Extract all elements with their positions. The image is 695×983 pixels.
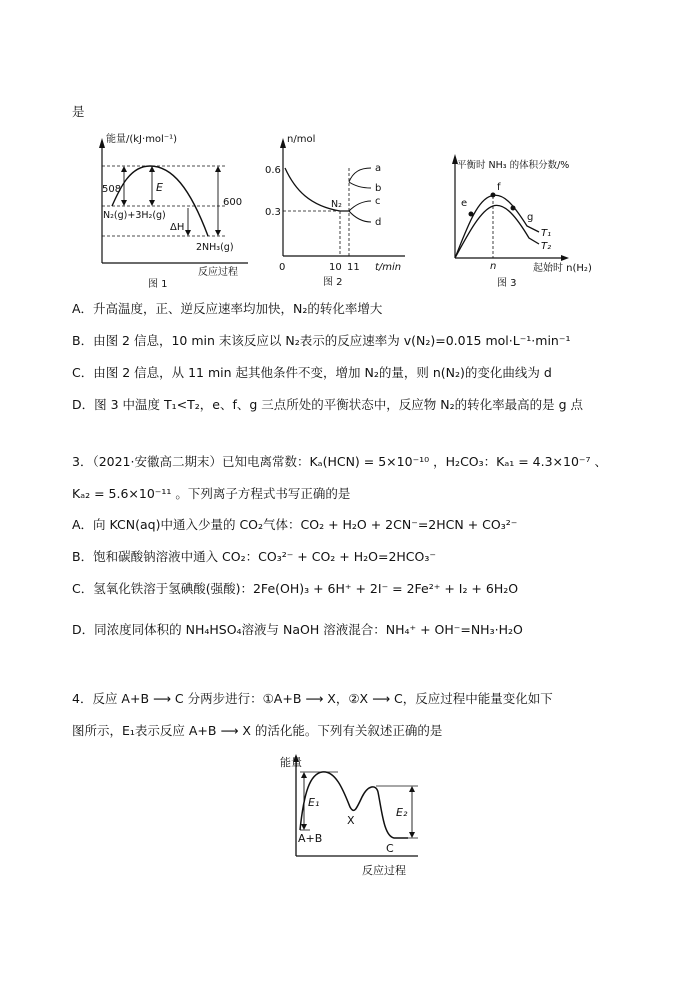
fig3-label-t1: T₁ [541,228,552,239]
fig3-label-f: f [497,182,501,193]
fig2-y03: 0.3 [265,207,281,218]
fig1-dH-label: ΔH [170,222,185,233]
fig3-curve-t1 [455,195,539,258]
q2-option-a: A．升高温度，正、逆反应速率均加快，N₂的转化率增大 [72,301,383,316]
fig1-y-label: 能量/(kJ·mol⁻¹) [106,134,178,145]
fig2-curve-d [349,211,371,222]
q4-stem-line2: 图所示，E₁表示反应 A+B ⟶ X 的活化能。下列有关叙述正确的是 [72,723,443,738]
fig3-x-label: 起始时 n(H₂) [533,263,592,274]
fig3-x-tick-n: n [490,261,497,272]
fig2-curve-b-label: b [375,183,382,194]
fig2-y-label: n/mol [287,134,316,145]
fig1-y-arrow [99,138,105,148]
fig2-curve-b [349,182,371,188]
q3-stem-line1: 3．（2021·安徽高二期末）已知电离常数：Kₐ(HCN) = 5×10⁻¹⁰ ，H₂CO₃：Kₐ₁ = 4.3×10⁻⁷ 、 [72,454,608,469]
fig3-caption: 图 3 [497,278,517,289]
q2-option-d: D．图 3 中温度 T₁<T₂，e、f、g 三点所处的平衡状态中，反应物 N₂的转化率最高的是 g 点 [72,397,583,412]
fig3-point-g [511,206,516,211]
fig2-x11: 11 [347,262,360,273]
fig3-point-f [491,193,496,198]
fig1-x-label: 反应过程 [198,267,238,278]
fig2-curve-c-label: c [375,196,381,207]
fig4-AB-label: A+B [298,832,323,845]
fig2-n2-label: N₂ [331,199,342,210]
fig4-X-label: X [347,814,355,827]
fig2-x10: 10 [329,262,342,273]
q2-option-b: B．由图 2 信息，10 min 末该反应以 N₂表示的反应速率为 v(N₂)=0.015 mol·L⁻¹·min⁻¹ [72,333,571,348]
fig4-x-label: 反应过程 [362,864,406,877]
fig1-product-label: 2NH₃(g) [196,242,234,253]
q3-option-d: D．同浓度同体积的 NH₄HSO₄溶液与 NaOH 溶液混合：NH₄⁺ + OH⁻=NH₃·H₂O [72,622,523,637]
figure-1-energy-diagram [90,128,255,288]
q3-option-b: B．饱和碳酸钠溶液中通入 CO₂：CO₃²⁻ + CO₂ + H₂O=2HCO₃⁻ [72,549,436,564]
fig2-curve-d-label: d [375,217,382,228]
fig2-curve-a-label: a [375,163,382,174]
fig3-point-e [469,212,474,217]
figure-4-two-step-energy [278,752,428,882]
fig1-reactants-label: N₂(g)+3H₂(g) [103,210,166,221]
figure-3-volume-fraction [443,148,615,290]
q2-option-c: C．由图 2 信息，从 11 min 起其他条件不变，增加 N₂的量，则 n(N₂)的变化曲线为 d [72,365,552,380]
fig2-caption: 图 2 [323,277,343,288]
q3-stem-line2: Kₐ₂ = 5.6×10⁻¹¹ 。下列离子方程式书写正确的是 [72,486,351,501]
fig3-label-e: e [461,198,468,209]
figure-2-mole-curve [265,130,415,288]
fig2-curve-a [349,168,371,182]
fig4-E1-label: E₁ [308,796,320,809]
fig2-x0: 0 [279,262,286,273]
fig1-600-label: 600 [223,197,243,208]
fig4-y-label-1: 能量 [280,756,302,769]
fig4-C-label: C [386,842,394,855]
q3-option-c: C．氢氧化铁溶于氢碘酸(强酸)：2Fe(OH)₃ + 6H⁺ + 2I⁻ = 2Fe²⁺ + I₂ + 6H₂O [72,581,519,596]
fig1-508-label: 508 [102,184,122,195]
fig2-x-label: t/min [375,262,402,273]
q4-stem-line1: 4．反应 A+B ⟶ C 分两步进行：①A+B ⟶ X，②X ⟶ C，反应过程中能量变化如下 [72,691,553,706]
fig1-E-label: E [156,181,163,194]
q3-option-a: A．向 KCN(aq)中通入少量的 CO₂气体：CO₂ + H₂O + 2CN⁻=2HCN + CO₃²⁻ [72,517,518,532]
fig3-label-g: g [527,212,534,223]
q2-stem-tail: 是 [72,104,85,119]
fig1-caption: 图 1 [148,279,168,288]
fig4-E2-label: E₂ [396,806,408,819]
fig3-label-t2: T₂ [541,241,552,252]
fig2-y06: 0.6 [265,165,281,176]
fig2-curve-c [349,201,371,211]
fig3-y-label: 平衡时 NH₃ 的体积分数/% [457,160,570,171]
